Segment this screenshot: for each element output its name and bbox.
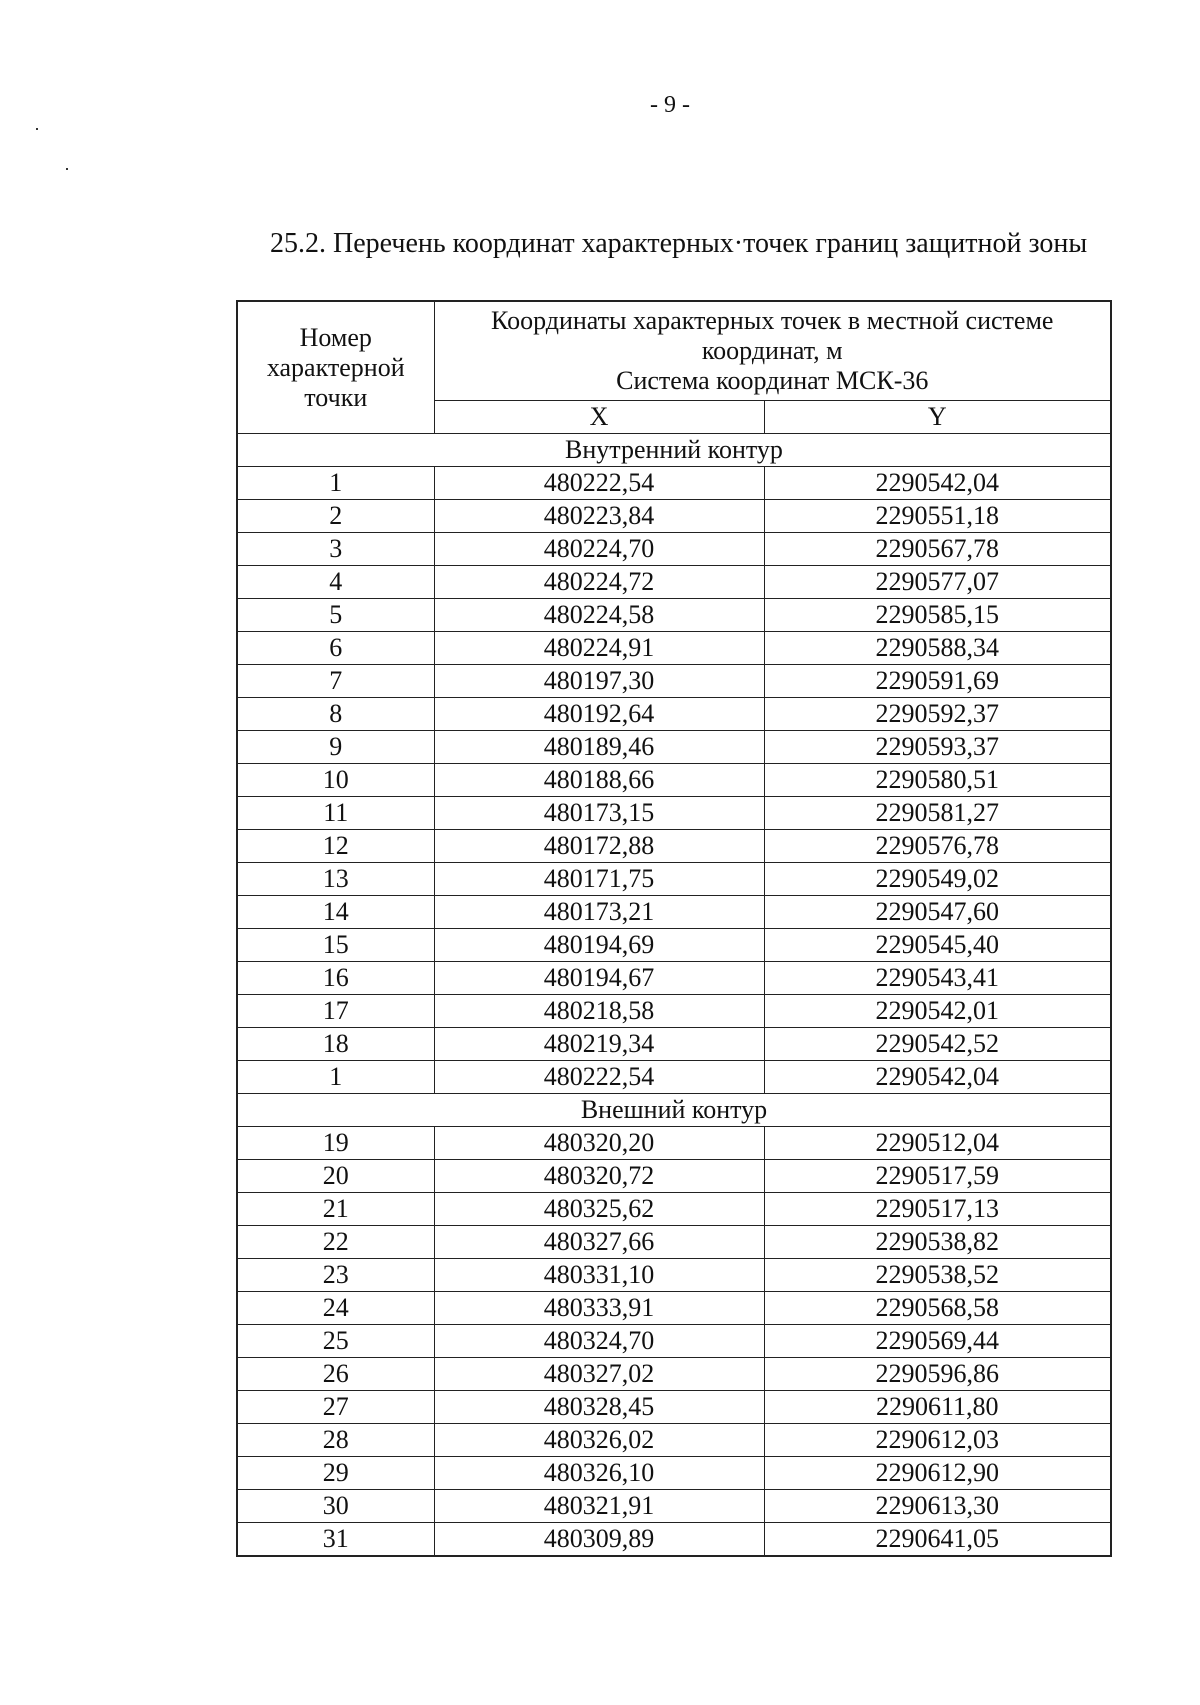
table-row: [237, 1193, 1111, 1226]
y-coordinate-cell: 2290580,51: [764, 764, 1111, 797]
table-row: [237, 566, 1111, 599]
table-header: [237, 301, 1111, 434]
table-row: [237, 467, 1111, 500]
y-coordinate-cell: 2290547,60: [764, 896, 1111, 929]
x-coordinate-cell: 480224,72: [434, 566, 764, 599]
x-coordinate-cell: 480172,88: [434, 830, 764, 863]
table-row: [237, 1127, 1111, 1160]
x-coordinate-cell: 480327,66: [434, 1226, 764, 1259]
point-number-cell: 13: [237, 863, 434, 896]
coordinates-header-line: Координаты характерных точек в местной системе: [491, 306, 1054, 335]
y-coordinate-cell: 2290542,04: [764, 1061, 1111, 1094]
table-row: [237, 1457, 1111, 1490]
table-row: [237, 1391, 1111, 1424]
x-coordinate-cell: 480309,89: [434, 1523, 764, 1557]
y-coordinate-cell: 2290592,37: [764, 698, 1111, 731]
x-coordinate-cell: 480197,30: [434, 665, 764, 698]
point-number-cell: 26: [237, 1358, 434, 1391]
table-row: [237, 1523, 1111, 1557]
x-coordinate-cell: 480218,58: [434, 995, 764, 1028]
y-coordinate-cell: 2290567,78: [764, 533, 1111, 566]
section-title: Внешний контур: [237, 1094, 1111, 1127]
table-row: [237, 1061, 1111, 1094]
y-coordinate-cell: 2290512,04: [764, 1127, 1111, 1160]
scan-speck: [66, 168, 68, 170]
point-number-cell: 22: [237, 1226, 434, 1259]
table-row: [237, 1160, 1111, 1193]
section-row: [237, 1094, 1111, 1127]
table-row: [237, 599, 1111, 632]
table-row: [237, 500, 1111, 533]
point-number-cell: 15: [237, 929, 434, 962]
x-coordinate-cell: 480326,10: [434, 1457, 764, 1490]
x-coordinate-cell: 480189,46: [434, 731, 764, 764]
coordinates-table: [236, 300, 1112, 1557]
x-coordinate-cell: 480222,54: [434, 1061, 764, 1094]
point-number-cell: 5: [237, 599, 434, 632]
y-coordinate-cell: 2290542,04: [764, 467, 1111, 500]
point-number-cell: 4: [237, 566, 434, 599]
x-column-header: X: [434, 401, 764, 434]
point-number-cell: 17: [237, 995, 434, 1028]
table-row: [237, 1358, 1111, 1391]
point-number-header-line: характерной: [266, 352, 405, 382]
page-number: - 9 -: [650, 92, 690, 118]
table-row: [237, 1226, 1111, 1259]
table-row: [237, 830, 1111, 863]
x-coordinate-cell: 480194,69: [434, 929, 764, 962]
y-column-header: Y: [764, 401, 1111, 434]
y-coordinate-cell: 2290517,13: [764, 1193, 1111, 1226]
table-row: [237, 731, 1111, 764]
y-coordinate-cell: 2290551,18: [764, 500, 1111, 533]
x-coordinate-cell: 480222,54: [434, 467, 764, 500]
table-row: [237, 1292, 1111, 1325]
coordinates-header: [434, 301, 1111, 401]
point-number-header-line: точки: [304, 382, 368, 412]
table-row: [237, 797, 1111, 830]
point-number-cell: 1: [237, 1061, 434, 1094]
y-coordinate-cell: 2290568,58: [764, 1292, 1111, 1325]
y-coordinate-cell: 2290545,40: [764, 929, 1111, 962]
point-number-cell: 28: [237, 1424, 434, 1457]
y-coordinate-cell: 2290549,02: [764, 863, 1111, 896]
point-number-cell: 16: [237, 962, 434, 995]
point-number-cell: 10: [237, 764, 434, 797]
point-number-cell: 14: [237, 896, 434, 929]
table-row: [237, 1424, 1111, 1457]
y-coordinate-cell: 2290576,78: [764, 830, 1111, 863]
y-coordinate-cell: 2290542,52: [764, 1028, 1111, 1061]
x-coordinate-cell: 480192,64: [434, 698, 764, 731]
table-row: [237, 1259, 1111, 1292]
point-number-cell: 27: [237, 1391, 434, 1424]
point-number-cell: 6: [237, 632, 434, 665]
x-coordinate-cell: 480188,66: [434, 764, 764, 797]
y-coordinate-cell: 2290612,90: [764, 1457, 1111, 1490]
x-coordinate-cell: 480224,70: [434, 533, 764, 566]
point-number-cell: 18: [237, 1028, 434, 1061]
y-coordinate-cell: 2290517,59: [764, 1160, 1111, 1193]
y-coordinate-cell: 2290585,15: [764, 599, 1111, 632]
x-coordinate-cell: 480325,62: [434, 1193, 764, 1226]
x-coordinate-cell: 480171,75: [434, 863, 764, 896]
x-coordinate-cell: 480173,21: [434, 896, 764, 929]
coordinates-header-line: Система координат МСК-36: [616, 366, 929, 395]
x-coordinate-cell: 480324,70: [434, 1325, 764, 1358]
point-number-cell: 31: [237, 1523, 434, 1557]
section-title: Внутренний контур: [237, 434, 1111, 467]
coordinates-header-line: координат, м: [701, 336, 843, 365]
x-coordinate-cell: 480320,72: [434, 1160, 764, 1193]
x-coordinate-cell: 480173,15: [434, 797, 764, 830]
y-coordinate-cell: 2290611,80: [764, 1391, 1111, 1424]
point-number-cell: 20: [237, 1160, 434, 1193]
point-number-cell: 29: [237, 1457, 434, 1490]
y-coordinate-cell: 2290588,34: [764, 632, 1111, 665]
y-coordinate-cell: 2290543,41: [764, 962, 1111, 995]
point-number-header: [237, 301, 434, 434]
point-number-cell: 19: [237, 1127, 434, 1160]
point-number-cell: 21: [237, 1193, 434, 1226]
section-row: [237, 434, 1111, 467]
point-number-cell: 11: [237, 797, 434, 830]
table-body: [237, 434, 1111, 1557]
x-coordinate-cell: 480320,20: [434, 1127, 764, 1160]
table-row: [237, 632, 1111, 665]
y-coordinate-cell: 2290581,27: [764, 797, 1111, 830]
y-coordinate-cell: 2290538,52: [764, 1259, 1111, 1292]
table-row: [237, 962, 1111, 995]
table-row: [237, 533, 1111, 566]
point-number-cell: 1: [237, 467, 434, 500]
x-coordinate-cell: 480224,58: [434, 599, 764, 632]
table-row: [237, 698, 1111, 731]
x-coordinate-cell: 480327,02: [434, 1358, 764, 1391]
table-row: [237, 665, 1111, 698]
table-row: [237, 1490, 1111, 1523]
x-coordinate-cell: 480223,84: [434, 500, 764, 533]
x-coordinate-cell: 480328,45: [434, 1391, 764, 1424]
y-coordinate-cell: 2290593,37: [764, 731, 1111, 764]
point-number-cell: 30: [237, 1490, 434, 1523]
point-number-cell: 3: [237, 533, 434, 566]
y-coordinate-cell: 2290538,82: [764, 1226, 1111, 1259]
point-number-cell: 2: [237, 500, 434, 533]
x-coordinate-cell: 480224,91: [434, 632, 764, 665]
point-number-cell: 9: [237, 731, 434, 764]
x-coordinate-cell: 480326,02: [434, 1424, 764, 1457]
scan-speck: [36, 128, 38, 130]
table-row: [237, 764, 1111, 797]
point-number-cell: 25: [237, 1325, 434, 1358]
section-heading: 25.2. Перечень координат характерных·точек границ защитной зоны: [270, 228, 1088, 259]
y-coordinate-cell: 2290542,01: [764, 995, 1111, 1028]
x-coordinate-cell: 480321,91: [434, 1490, 764, 1523]
y-coordinate-cell: 2290569,44: [764, 1325, 1111, 1358]
point-number-cell: 12: [237, 830, 434, 863]
table-row: [237, 863, 1111, 896]
y-coordinate-cell: 2290613,30: [764, 1490, 1111, 1523]
point-number-cell: 8: [237, 698, 434, 731]
point-number-cell: 7: [237, 665, 434, 698]
x-coordinate-cell: 480331,10: [434, 1259, 764, 1292]
y-coordinate-cell: 2290596,86: [764, 1358, 1111, 1391]
y-coordinate-cell: 2290591,69: [764, 665, 1111, 698]
point-number-cell: 24: [237, 1292, 434, 1325]
table-row: [237, 1325, 1111, 1358]
table-row: [237, 995, 1111, 1028]
table-row: [237, 929, 1111, 962]
point-number-cell: 23: [237, 1259, 434, 1292]
table-row: [237, 1028, 1111, 1061]
x-coordinate-cell: 480219,34: [434, 1028, 764, 1061]
y-coordinate-cell: 2290577,07: [764, 566, 1111, 599]
table-row: [237, 896, 1111, 929]
x-coordinate-cell: 480194,67: [434, 962, 764, 995]
y-coordinate-cell: 2290612,03: [764, 1424, 1111, 1457]
y-coordinate-cell: 2290641,05: [764, 1523, 1111, 1557]
x-coordinate-cell: 480333,91: [434, 1292, 764, 1325]
point-number-header-line: Номер: [299, 322, 372, 352]
